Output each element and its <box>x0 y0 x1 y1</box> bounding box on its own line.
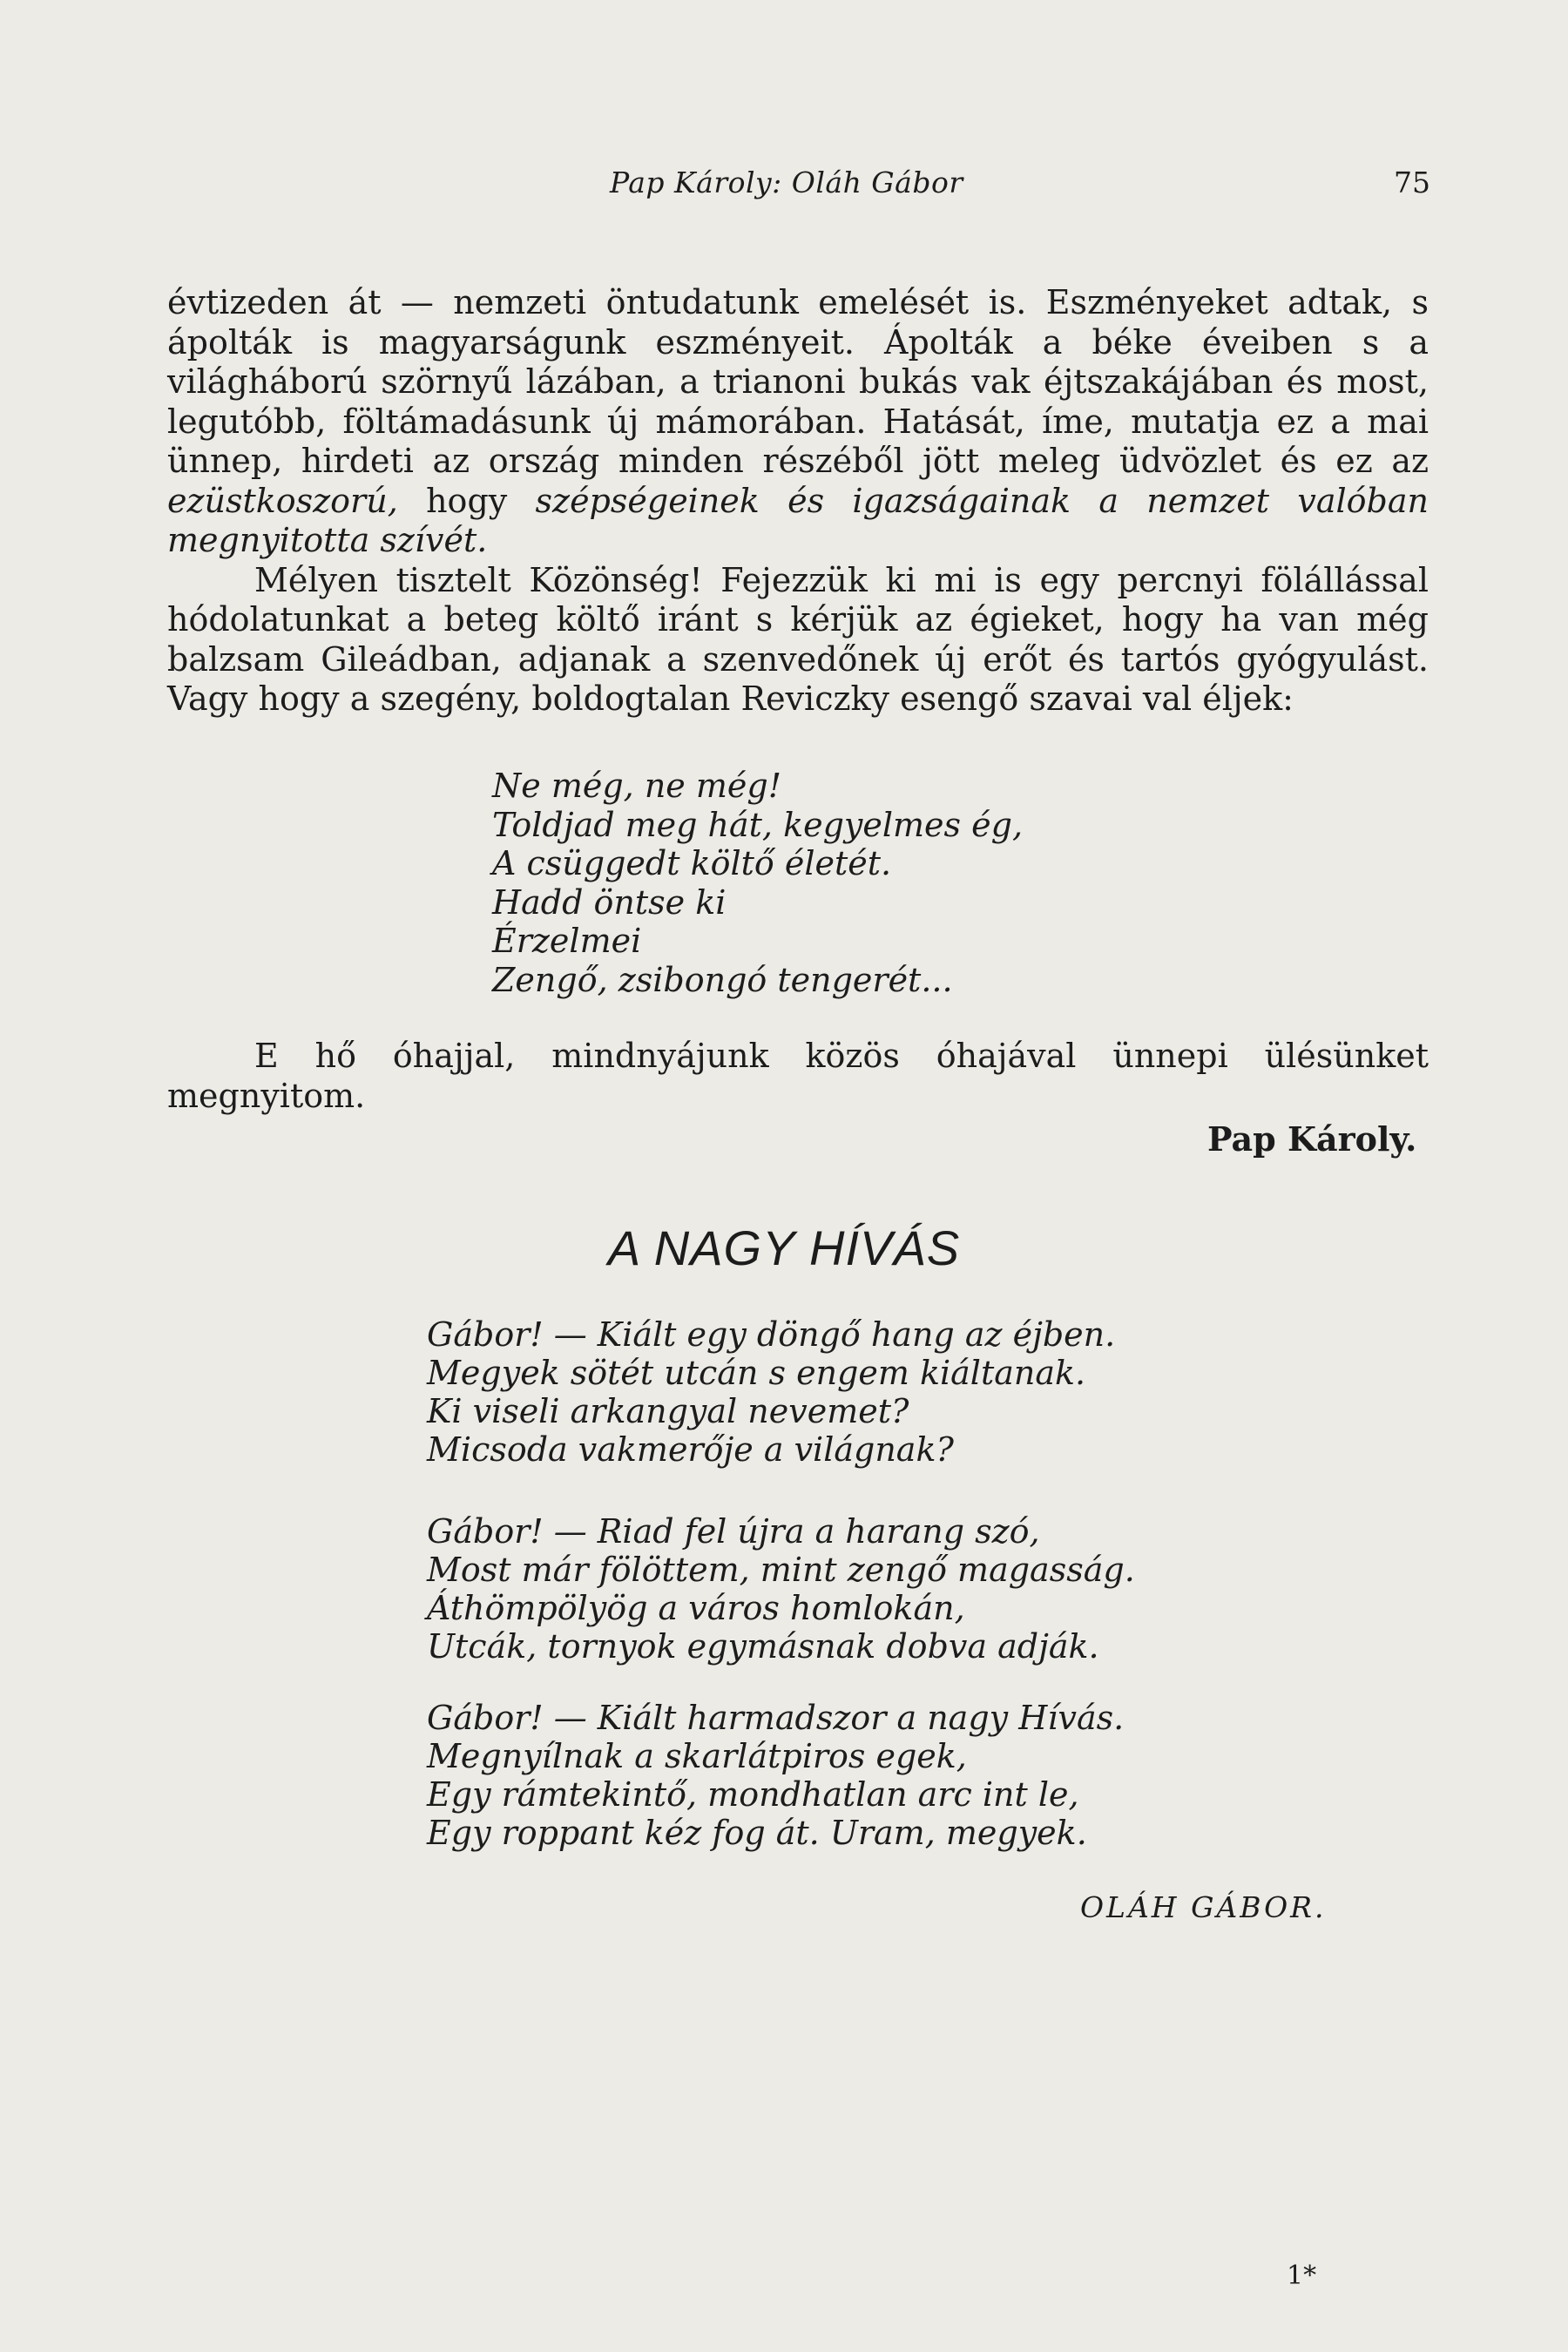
page-number: 75 <box>1394 166 1430 199</box>
paragraph-1-text: évtizeden át — nemzeti öntudatunk emelését is. Eszményeket adtak, s ápolták is magyarságunk eszményeit. Ápolták a béke éveiben s a világháború szörnyű lázában, a trianoni bukás vak éjtszakájában és most, legutóbb, föltámadásunk új mámorában. Hatását, íme, mutatja ez a mai ünnep, hirdeti az ország minden részéből jött meleg üdvözlet és ez az <box>167 283 1429 480</box>
paragraph-1-emphasis-1: ezüstkoszorú, <box>167 481 398 520</box>
poem-stanza-1 <box>427 1315 1115 1469</box>
poem-stanza-3 <box>427 1699 1124 1852</box>
quoted-poem-line: Érzelmei <box>492 922 642 960</box>
running-head: Pap Károly: Oláh Gábor <box>610 166 963 199</box>
quoted-poem-line: Hadd öntse ki <box>492 882 727 922</box>
quoted-poem-line: Toldjad meg hát, kegyelmes ég, <box>492 805 1024 844</box>
poem-line: Gábor! — Kiált egy döngő hang az éjben. <box>427 1315 1116 1354</box>
poem-line: Micsoda vakmerője a világnak? <box>427 1430 954 1469</box>
paragraph-1-mid: hogy <box>397 481 536 520</box>
poem-line: Gábor! — Riad fel újra a harang szó, <box>427 1512 1040 1551</box>
folio-mark: 1* <box>1287 2261 1317 2291</box>
poem-line: Áthömpölyög a város homlokán, <box>427 1589 965 1627</box>
quoted-poem <box>492 767 1023 999</box>
poem-line: Ki viseli arkangyal nevemet? <box>427 1392 909 1430</box>
poem-line: Egy roppant kéz fog át. Uram, megyek. <box>427 1814 1087 1852</box>
paragraph-2: Mélyen tisztelt Közönség! Fejezzük ki mi is egy percnyi fölállással hódolatunkat a beteg költő iránt s kérjük az égieket, hogy ha van még balzsam Gileádban, adjanak a szenvedőnek új erőt és tartós gyógyulást. Vagy hogy a szegény, boldogtalan Reviczky esengő szavai val éljek: <box>167 560 1429 718</box>
body-text <box>167 283 1429 720</box>
signature: Pap Károly. <box>1207 1119 1417 1159</box>
poem-line: Megyek sötét utcán s engem kiáltanak. <box>427 1354 1086 1392</box>
poem-title: A NAGY HÍVÁS <box>607 1220 961 1275</box>
poem-line: Gábor! — Kiált harmadszor a nagy Hívás. <box>427 1699 1125 1737</box>
poem-stanza-2 <box>427 1512 1135 1666</box>
poem-author: OLÁH GÁBOR. <box>1080 1890 1327 1924</box>
poem-line: Egy rámtekintő, mondhatlan arc int le, <box>427 1775 1079 1814</box>
poem-line: Most már fölöttem, mint zengő magasság. <box>427 1551 1135 1589</box>
quoted-poem-line: A csüggedt költő életét. <box>492 844 892 882</box>
poem-line: Megnyílnak a skarlátpiros egek, <box>427 1737 967 1775</box>
quoted-poem-line: Zengő, zsibongó tengerét... <box>492 960 953 999</box>
closing-text: E hő óhajjal, mindnyájunk közös óhajával ünnepi ülésünket megnyitom. <box>167 1037 1429 1115</box>
poem-line: Utcák, tornyok egymásnak dobva adják. <box>427 1627 1099 1666</box>
paragraph-1-emphasis-2: szépségeinek és igazságainak a nemzet valóban megnyitotta szívét. <box>167 481 1429 559</box>
paragraph-1 <box>167 283 1429 561</box>
closing-paragraph <box>167 1037 1429 1116</box>
quoted-poem-line: Ne még, ne még! <box>492 767 781 805</box>
